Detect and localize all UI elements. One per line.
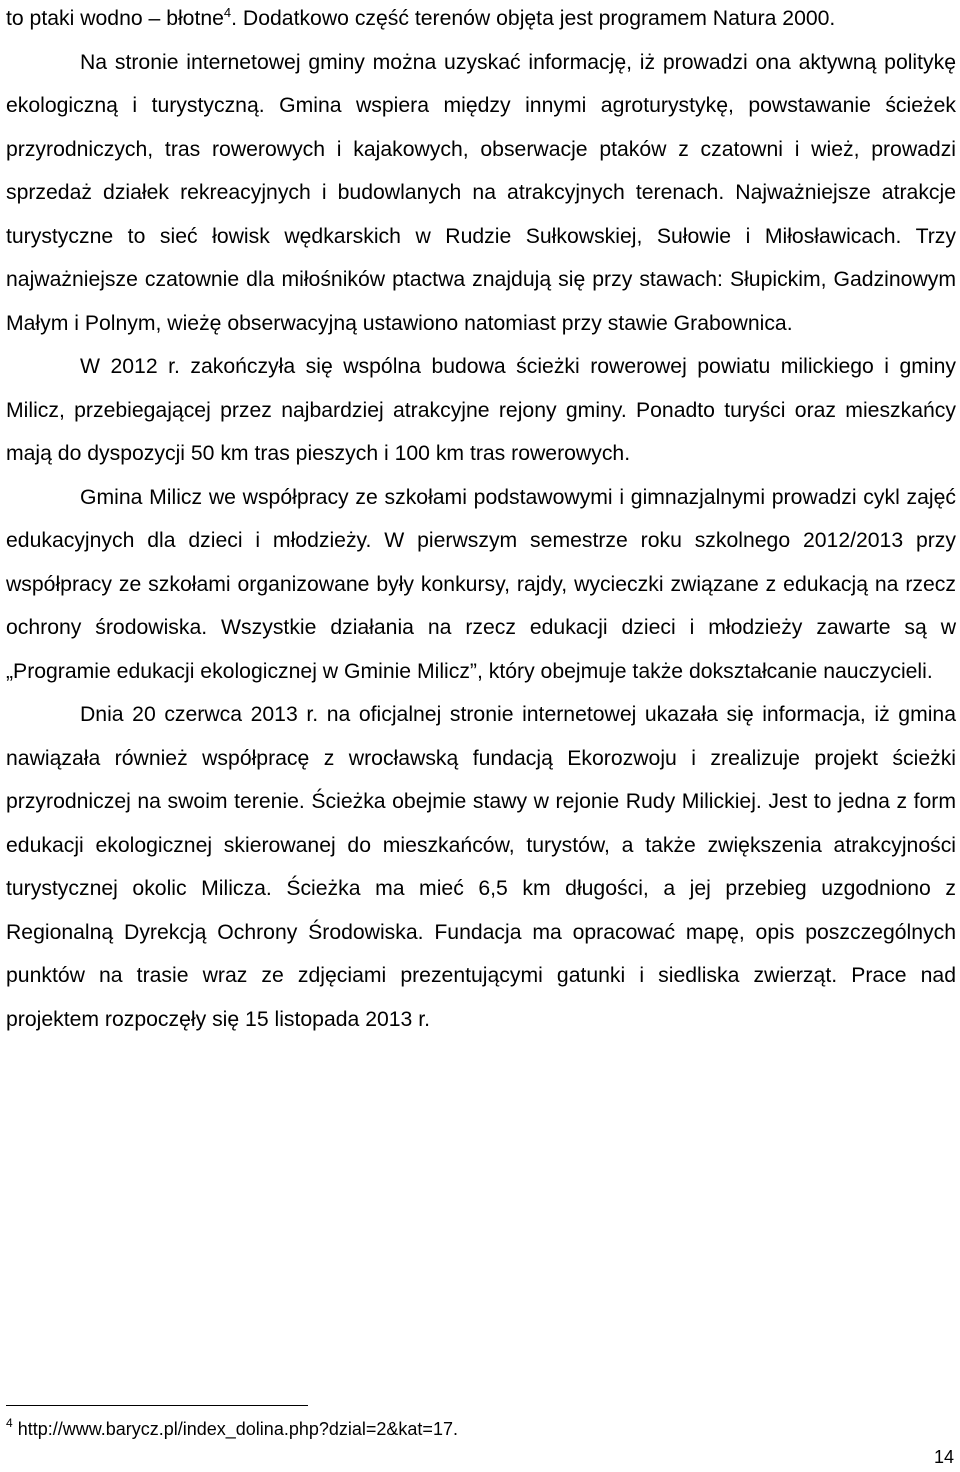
paragraph-4: Gmina Milicz we współpracy ze szkołami podstawowymi i gimnazjalnymi prowadzi cykl zajęć edukacyjnych dla dzieci i młodzieży. W pierwszym semestrze roku szkolnego 2012/2013 przy współpracy ze szkołami organizowane były konkursy, rajdy, wycieczki związane z edukacją na rzecz ochrony środowiska. Wszystkie działania na rzecz edukacji dzieci i młodzieży zawarte są w „Programie edukacji ekologicznej w Gminie Milicz”, który obejmuje także dokształcanie nauczycieli.	[6, 485, 956, 683]
paragraph-3: W 2012 r. zakończyła się wspólna budowa ścieżki rowerowej powiatu milickiego i gminy Milicz, przebiegającej przez najbardziej atrakcyjne rejony gminy. Ponadto turyści oraz mieszkańcy mają do dyspozycji 50 km tras pieszych i 100 km tras rowerowych.	[6, 355, 956, 465]
page-number: 14	[933, 1447, 954, 1467]
footnote-reference: 4	[223, 4, 232, 20]
paragraph-1	[6, 0, 956, 41]
paragraph-2: Na stronie internetowej gminy można uzyskać informację, iż prowadzi ona aktywną politykę ekologiczną i turystyczną. Gmina wspiera między innymi agroturystykę, powstawanie ścieżek przyrodniczych, tras rowerowych i kajakowych, obserwacje ptaków z czatowni i wież, prowadzi sprzedaż działek rekreacyjnych i budowlanych na atrakcyjnych terenach. Najważniejsze atrakcje turystyczne to sieć łowisk wędkarskich w Rudzie Sułkowskiej, Sułowie i Miłosławicach. Trzy najważniejsze czatownie dla miłośników ptactwa znajdują się przy stawach: Słupickim, Gadzinowym Małym i Polnym, wieżę obserwacyjną ustawiono natomiast przy stawie Grabownica.	[6, 50, 956, 335]
paragraph-1-text-end: . Dodatkowo część terenów objęta jest programem Natura 2000.	[231, 7, 836, 30]
paragraph-1-text-start: to ptaki wodno – błotne	[6, 7, 224, 30]
paragraph-5: Dnia 20 czerwca 2013 r. na oficjalnej stronie internetowej ukazała się informacja, iż gmina nawiązała również współpracę z wrocławską fundacją Ekorozwoju i zrealizuje projekt ścieżki przyrodniczej na swoim terenie. Ścieżka obejmie stawy w rejonie Rudy Milickiej. Jest to jedna z form edukacji ekologicznej skierowanej do mieszkańców, turystów, a także zwiększenia atrakcyjności turystycznej okolic Milicza. Ścieżka ma mieć 6,5 km długości, a jej przebieg uzgodniono z Regionalną Dyrekcją Ochrony Środowiska. Fundacja ma opracować mapę, opis poszczególnych punktów na trasie wraz ze zdjęciami prezentującymi gatunki i siedliska zwierząt. Prace nad projektem rozpoczęły się 15 listopada 2013 r.	[6, 703, 956, 1031]
footnote-divider	[6, 1405, 308, 1406]
footnote-number: 4	[6, 1416, 13, 1430]
document-body	[6, 0, 956, 1041]
footnote-text: http://www.barycz.pl/index_dolina.php?dzial=2&kat=17.	[12, 1419, 458, 1439]
footnote	[6, 1418, 458, 1440]
